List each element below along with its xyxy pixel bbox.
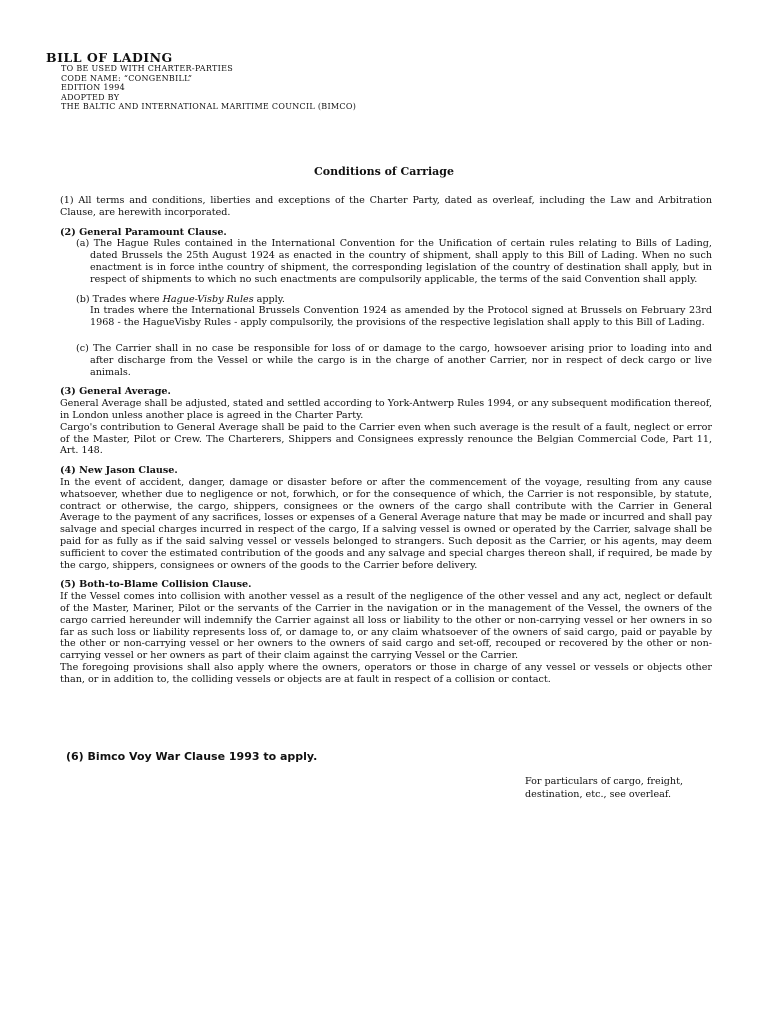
header-line: THE BALTIC AND INTERNATIONAL MARITIME COUNCIL (BIMCO) xyxy=(61,102,357,111)
overleaf-note-line: For particulars of cargo, freight, xyxy=(525,776,683,787)
header-line: CODE NAME: “CONGENBILL” xyxy=(61,73,193,83)
header-line: ADOPTED BY xyxy=(61,92,120,102)
clause-4-body: In the event of accident, danger, damage or disaster before or after the commencement of the voyage, resulting from any cause whatsoever, whether due to negligence or not, forwhich, or for the consequence of which, the Carrier is not responsible, by statute, contract or otherwise, the cargo, shippers, consignees or the owners of the cargo shall contribute with the Carrier in General Average to the payment of any sacrifices, losses or expenses of a General Average nature that may be made or incurred and shall pay salvage and special charges incurred in respect of the cargo, If a salving vessel is owned or operated by the Carrier, salvage shall be paid for as fully as if the said salving vessel or vessels belonged to strangers. Such deposit as the Carrier, or his agents, may deem sufficient to cover the estimated contribution of the goods and any salvage and special charges thereon shall, if required, be made by the cargo, shippers, consignees or owners of the goods to the Carrier before delivery. xyxy=(60,476,712,571)
clause-3-heading: (3) General Average. xyxy=(60,386,171,398)
clause-5-heading: (5) Both-to-Blame Collision Clause. xyxy=(60,579,252,591)
clause-4-heading: (4) New Jason Clause. xyxy=(60,465,178,477)
clause-2-heading: (2) General Paramount Clause. xyxy=(60,226,227,238)
clause-2b-italic: Hague-Visby Rules xyxy=(162,293,254,305)
overleaf-note xyxy=(525,776,683,801)
clause-1: (1) All terms and conditions, liberties and exceptions of the Charter Party, dated as overleaf, including the Law and Arbitration Clause, are herewith incorporated. xyxy=(60,195,712,218)
clause-5-para-1: If the Vessel comes into collision with another vessel as a result of the negligence of the other vessel and any act, neglect or default of the Master, Mariner, Pilot or the servants of the Carrier in the navigation or in the management of the Vessel, the owners of the cargo carried hereunder will indemnify the Carrier against all loss or liability to the other or non-carrying vessel or her owners in so far as such loss or liability represents loss of, or damage to, or any claim whatsoever of the owners of said cargo, paid or payable by the other or non-carrying vessel or her owners to the owners of said cargo and set-off, recouped or recovered by the other or non-carrying vessel or her owners as part of their claim against the carrying Vessel or the Carrier. xyxy=(60,591,712,662)
clause-5-para-2: The foregoing provisions shall also apply where the owners, operators or those in charge of any vessel or vessels or objects other than, or in addition to, the colliding vessels or objects are at fault in respect of a collision or contact. xyxy=(60,661,712,685)
clause-2b-prefix: (b) Trades where xyxy=(76,293,163,305)
clause-2b-suffix: apply. xyxy=(253,293,285,305)
overleaf-note-line: destination, etc., see overleaf. xyxy=(525,788,672,800)
document-title: BILL OF LADING xyxy=(46,50,173,65)
header-line: EDITION 1994 xyxy=(61,83,125,92)
conditions-title: Conditions of Carriage xyxy=(314,165,454,178)
clause-2b-heading xyxy=(76,294,712,306)
clause-3-para-2: Cargo's contribution to General Average shall be paid to the Carrier even when such average is the result of a fault, neglect or error of the Master, Pilot or Crew. The Charterers, Shippers and Consignees expressly renounce the Belgian Commercial Code, Part 11, Art. 148. xyxy=(60,421,712,457)
header-line: TO BE USED WITH CHARTER-PARTIES xyxy=(61,64,234,73)
clause-2c: (c) The Carrier shall in no case be responsible for loss of or damage to the cargo, howsoever arising prior to loading into and after discharge from the Vessel or while the cargo is in the charge of another Carrier, nor in respect of deck cargo or live animals. xyxy=(76,342,712,378)
conditions-body xyxy=(60,195,712,685)
clause-2a: (a) The Hague Rules contained in the International Convention for the Unification of certain rules relating to Bills of Lading, dated Brussels the 25th August 1924 as enacted in the country of shipment, shall apply to this Bill of Lading. When no such enactment is in force inthe country of shipment, the corresponding legislation of the country of destination shall apply, but in respect of shipments to which no such enactments are compulsorily applicable, the terms of the said Convention shall apply. xyxy=(76,238,712,285)
clause-6: (6) Bimco Voy War Clause 1993 to apply. xyxy=(66,750,318,763)
header-details xyxy=(61,64,356,112)
clause-3-para-1: General Average shall be adjusted, stated and settled according to York-Antwerp Rules 1994, or any subsequent modification thereof, in London unless another place is agreed in the Charter Party. xyxy=(60,398,712,421)
clause-2b-body: In trades where the International Brussels Convention 1924 as amended by the Protocol signed at Brussels on February 23rd 1968 - the HagueVisby Rules - apply compulsorily, the provisions of the respective legislation shall apply to this Bill of Lading. xyxy=(90,305,712,329)
